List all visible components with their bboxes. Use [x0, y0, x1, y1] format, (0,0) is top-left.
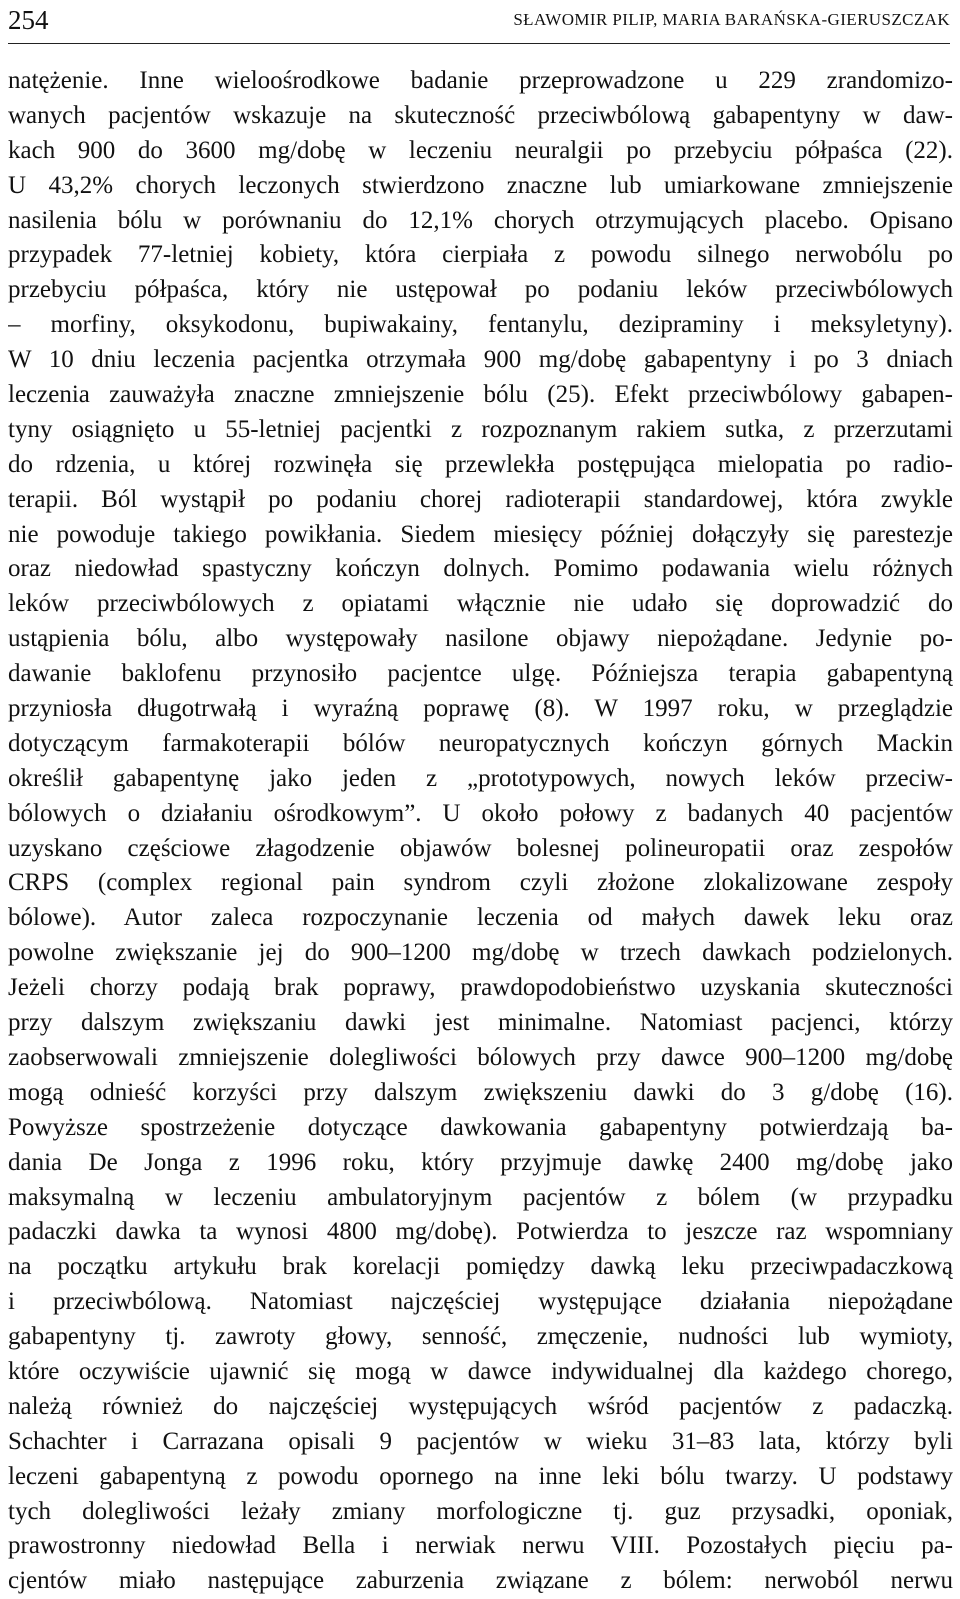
text-line: nie powoduje takiego powikłania. Siedem miesięcy później dołączyły się parestezje: [8, 520, 953, 548]
text-line: cjentów miało następujące zaburzenia związane z bólem: nerwoból nerwu: [8, 1567, 953, 1595]
page-header: [8, 0, 950, 40]
text-line: określił gabapentynę jako jeden z „prototypowych, nowych leków przeciw-: [8, 764, 953, 792]
text-line: i przeciwbólową. Natomiast najczęściej występujące działania niepożądane: [8, 1288, 953, 1316]
text-line: dawanie baklofenu przynosiło pacjentce ulgę. Późniejsza terapia gabapentyną: [8, 660, 953, 688]
text-line: bólowe). Autor zaleca rozpoczynanie leczenia od małych dawek leku oraz: [8, 904, 953, 932]
page-number: 254: [8, 4, 49, 35]
text-line: do rdzenia, u której rozwinęła się przewlekła postępująca mielopatia po radio-: [8, 450, 953, 478]
text-line: padaczki dawka ta wynosi 4800 mg/dobę). Potwierdza to jeszcze raz wspomniany: [8, 1218, 953, 1246]
text-line: przy dalszym zwiększaniu dawki jest minimalne. Natomiast pacjenci, którzy: [8, 1009, 953, 1037]
text-line: terapii. Ból wystąpił po podaniu chorej radioterapii standardowej, która zwykle: [8, 485, 953, 513]
text-line: U 43,2% chorych leczonych stwierdzono znaczne lub umiarkowane zmniejszenie: [8, 171, 953, 199]
text-line: bólowych o działaniu ośrodkowym”. U około połowy z badanych 40 pacjentów: [8, 799, 953, 827]
text-line: maksymalną w leczeniu ambulatoryjnym pacjentów z bólem (w przypadku: [8, 1183, 953, 1211]
text-line: dotyczącym farmakoterapii bólów neuropatycznych kończyn górnych Mackin: [8, 729, 953, 757]
text-line: Powyższe spostrzeżenie dotyczące dawkowania gabapentyny potwierdzają ba-: [8, 1113, 953, 1141]
text-line: CRPS (complex regional pain syndrom czyli złożone zlokalizowane zespoły: [8, 869, 953, 897]
text-line: które oczywiście ujawnić się mogą w dawce indywidualnej dla każdego chorego,: [8, 1357, 953, 1385]
text-line: leczenia zauważyła znaczne zmniejszenie bólu (25). Efekt przeciwbólowy gabapen-: [8, 381, 953, 409]
text-line: oraz niedowład spastyczny kończyn dolnych. Pomimo podawania wielu różnych: [8, 555, 953, 583]
running-head: SŁAWOMIR PILIP, MARIA BARAŃSKA-GIERUSZCZAK: [513, 10, 950, 29]
text-line: tyny osiągnięto u 55-letniej pacjentki z rozpoznanym rakiem sutka, z przerzutami: [8, 415, 953, 443]
text-line: Schachter i Carrazana opisali 9 pacjentów w wieku 31–83 lata, którzy byli: [8, 1427, 953, 1455]
text-line: natężenie. Inne wieloośrodkowe badanie przeprowadzone u 229 zrandomizo-: [8, 67, 953, 94]
text-line: przyniosła długotrwałą i wyraźną poprawę (8). W 1997 roku, w przeglądzie: [8, 695, 953, 723]
text-line: należą również do najczęściej występujących wśród pacjentów z padaczką.: [8, 1392, 953, 1420]
body-text: [8, 64, 953, 1599]
text-line: – morfiny, oksykodonu, bupiwakainy, fentanylu, dezipraminy i meksyletyny).: [8, 311, 953, 339]
text-line: tych dolegliwości leżały zmiany morfologiczne tj. guz przysadki, oponiak,: [8, 1497, 953, 1525]
text-line: gabapentyny tj. zawroty głowy, senność, zmęczenie, nudności lub wymioty,: [8, 1323, 953, 1351]
text-line: kach 900 do 3600 mg/dobę w leczeniu neuralgii po przebyciu półpaśca (22).: [8, 136, 953, 164]
text-line: przypadek 77-letniej kobiety, która cierpiała z powodu silnego nerwobólu po: [8, 241, 953, 269]
text-line: na początku artykułu brak korelacji pomiędzy dawką leku przeciwpadaczkową: [8, 1253, 953, 1281]
text-line: leków przeciwbólowych z opiatami włącznie nie udało się doprowadzić do: [8, 590, 953, 618]
text-line: Jeżeli chorzy podają brak poprawy, prawdopodobieństwo uzyskania skuteczności: [8, 974, 953, 1002]
text-line: powolne zwiększanie jej do 900–1200 mg/dobę w trzech dawkach podzielonych.: [8, 939, 953, 967]
header-rule: [8, 43, 950, 44]
text-line: W 10 dniu leczenia pacjentka otrzymała 900 mg/dobę gabapentyny i po 3 dniach: [8, 346, 953, 374]
text-line: ustąpienia bólu, albo występowały nasilone objawy niepożądane. Jedynie po-: [8, 625, 953, 653]
text-line: wanych pacjentów wskazuje na skuteczność przeciwbólową gabapentyny w daw-: [8, 101, 953, 129]
text-line: prawostronny niedowład Bella i nerwiak nerwu VIII. Pozostałych pięciu pa-: [8, 1532, 953, 1560]
text-line: uzyskano częściowe złagodzenie objawów bolesnej polineuropatii oraz zespołów: [8, 834, 953, 862]
text-line: dania De Jonga z 1996 roku, który przyjmuje dawkę 2400 mg/dobę jako: [8, 1148, 953, 1176]
text-line: przebyciu półpaśca, który nie ustępował po podaniu leków przeciwbólowych: [8, 276, 953, 304]
text-line: zaobserwowali zmniejszenie dolegliwości bólowych przy dawce 900–1200 mg/dobę: [8, 1043, 953, 1071]
text-line: mogą odnieść korzyści przy dalszym zwiększeniu dawki do 3 g/dobę (16).: [8, 1078, 953, 1106]
text-line: nasilenia bólu w porównaniu do 12,1% chorych otrzymujących placebo. Opisano: [8, 206, 953, 234]
text-line: leczeni gabapentyną z powodu opornego na inne leki bólu twarzy. U podstawy: [8, 1462, 953, 1490]
